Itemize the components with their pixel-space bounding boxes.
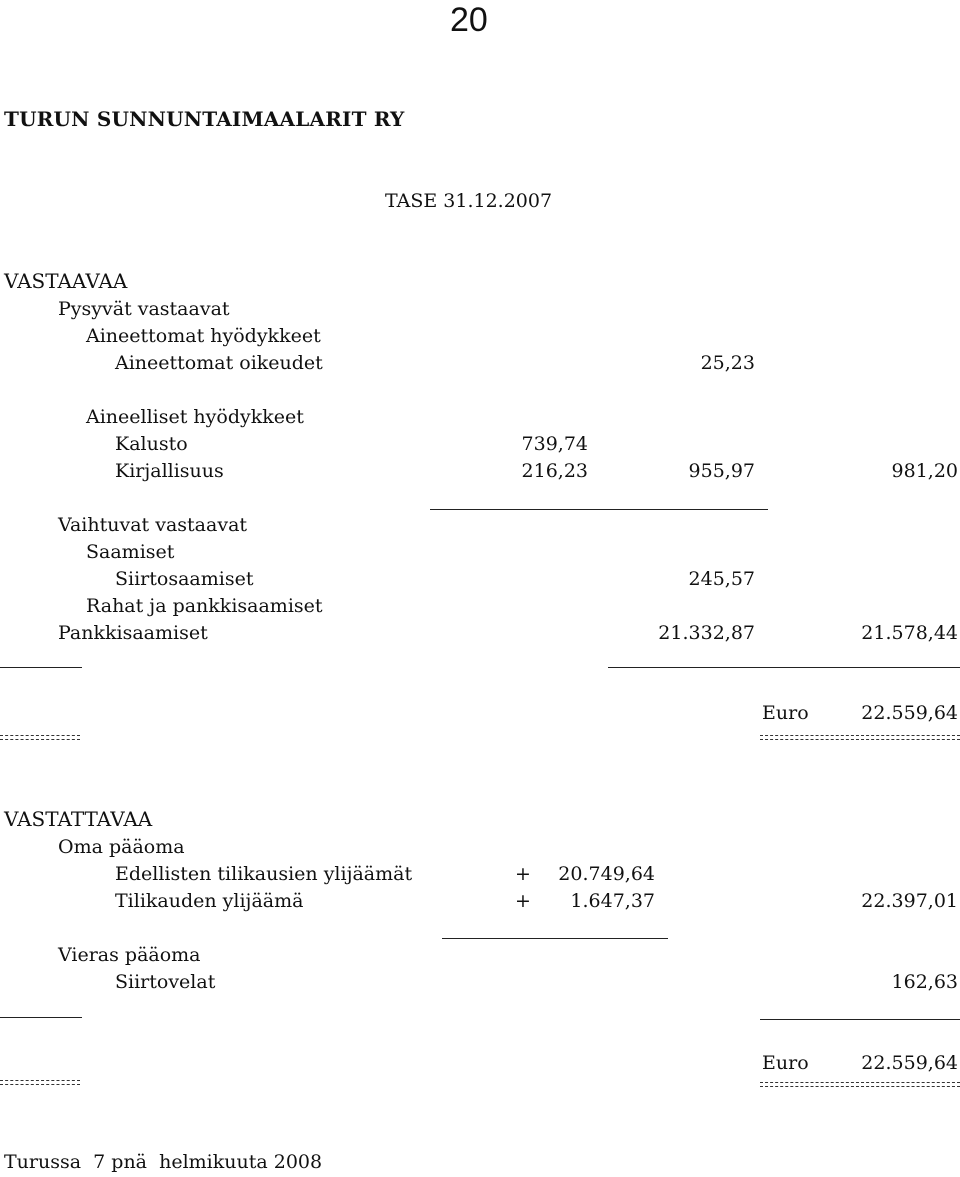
footer-day: 7 pnä — [93, 1151, 148, 1173]
assets-heading: VASTAAVAA — [4, 269, 128, 293]
intangible-rights-value: 25,23 — [700, 352, 755, 374]
document-title: TASE 31.12.2007 — [385, 190, 553, 212]
liabilities-currency-label: Euro — [762, 1052, 809, 1074]
current-assets-label: Vaihtuvat vastaavat — [58, 514, 248, 536]
liabilities-total-rule — [760, 1019, 960, 1020]
equipment-value: 739,74 — [521, 433, 588, 455]
left-double-rule — [0, 735, 80, 740]
liabilities-double-underline — [760, 1082, 960, 1087]
accrued-liabilities-label: Siirtovelat — [115, 971, 216, 993]
assets-grand-total: 22.559,64 — [861, 702, 958, 724]
left-rule — [0, 667, 82, 668]
receivables-label: Saamiset — [86, 541, 175, 563]
organization-name: TURUN SUNNUNTAIMAALARIT RY — [4, 107, 405, 131]
intangible-rights-label: Aineettomat oikeudet — [115, 352, 323, 374]
current-surplus-sign: + — [515, 890, 531, 912]
prior-surplus-sign: + — [515, 863, 531, 885]
left-double-rule-2 — [0, 1080, 80, 1085]
assets-currency-label: Euro — [762, 702, 809, 724]
equity-total: 22.397,01 — [861, 890, 958, 912]
fixed-assets-total: 981,20 — [891, 460, 958, 482]
tangible-subtotal: 955,97 — [688, 460, 755, 482]
debt-label: Vieras pääoma — [58, 944, 201, 966]
current-surplus-value: 1.647,37 — [570, 890, 655, 912]
equipment-label: Kalusto — [115, 433, 188, 455]
prior-surplus-label: Edellisten tilikausien ylijäämät — [115, 863, 413, 885]
assets-double-underline — [760, 735, 960, 740]
left-rule-2 — [0, 1017, 82, 1018]
footer-month-year: helmikuuta 2008 — [159, 1151, 323, 1173]
intangible-assets-label: Aineettomat hyödykkeet — [86, 325, 321, 347]
page-number: 20 — [450, 1, 488, 39]
accrued-receivables-label: Siirtosaamiset — [115, 568, 254, 590]
library-label: Kirjallisuus — [115, 460, 224, 482]
equity-subtotal-rule — [442, 938, 668, 939]
fixed-assets-label: Pysyvät vastaavat — [58, 298, 230, 320]
prior-surplus-value: 20.749,64 — [558, 863, 655, 885]
equity-label: Oma pääoma — [58, 836, 185, 858]
accrued-receivables-value: 245,57 — [688, 568, 755, 590]
signature-line — [4, 1150, 322, 1174]
accrued-liabilities-total: 162,63 — [891, 971, 958, 993]
cash-and-bank-label: Rahat ja pankkisaamiset — [86, 595, 323, 617]
library-value: 216,23 — [521, 460, 588, 482]
liabilities-heading: VASTATTAVAA — [4, 807, 153, 831]
bank-receivables-value: 21.332,87 — [658, 622, 755, 644]
bank-receivables-label: Pankkisaamiset — [58, 622, 208, 644]
current-assets-total: 21.578,44 — [861, 622, 958, 644]
current-surplus-label: Tilikauden ylijäämä — [115, 890, 304, 912]
tangible-assets-label: Aineelliset hyödykkeet — [86, 406, 304, 428]
liabilities-grand-total: 22.559,64 — [861, 1052, 958, 1074]
footer-place: Turussa — [4, 1151, 82, 1173]
total-rule — [608, 667, 960, 668]
subtotal-rule — [430, 509, 768, 510]
